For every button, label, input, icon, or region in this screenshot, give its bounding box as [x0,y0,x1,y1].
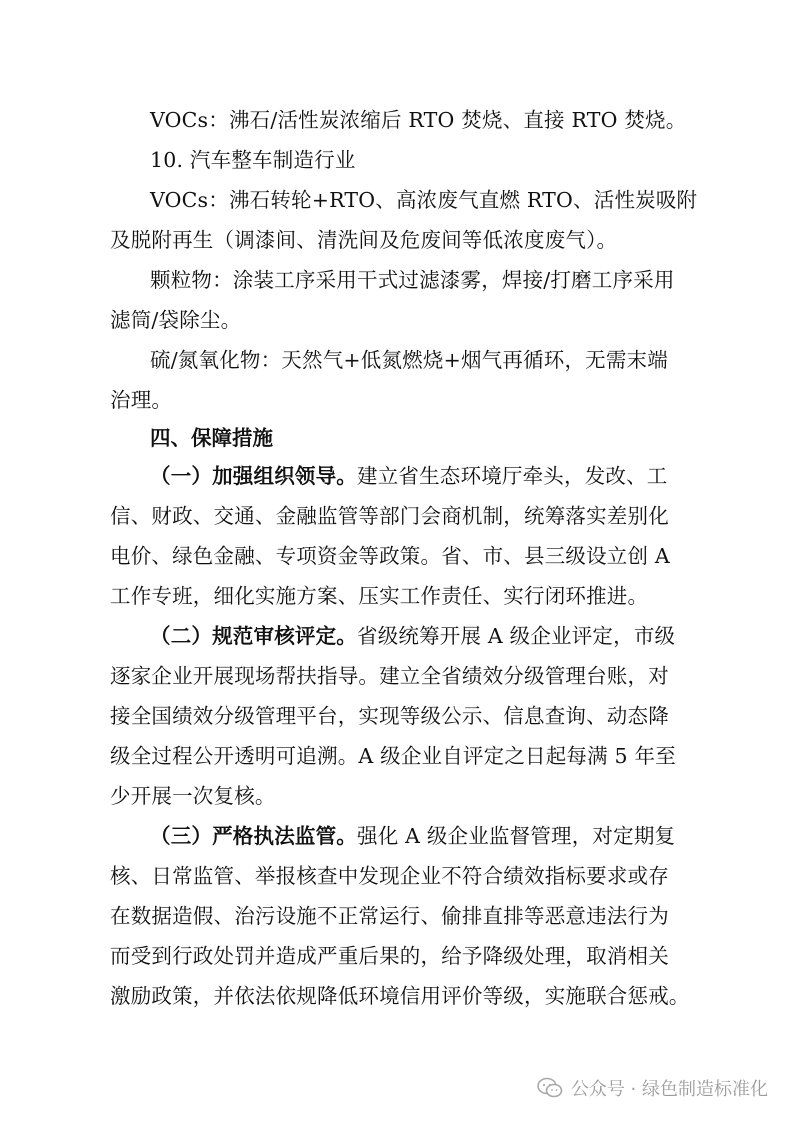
paragraph-1-line-4: 工作专班，细化实施方案、压实工作责任、实行闭环推进。 [110,584,649,608]
sulfur-nitrogen-line-cont: 治理。 [110,388,173,412]
particulate-line-cont: 滤筒/袋除尘。 [110,308,242,332]
paragraph-2-line-1 [150,622,690,650]
paragraph-1-line-1 [150,462,690,490]
paragraph-3-line-4: 而受到行政处罚并造成严重后果的，给予降级处理，取消相关 [110,944,669,968]
sulfur-nitrogen-line: 硫/氮氧化物：天然气+低氮燃烧+烟气再循环，无需末端 [150,348,668,372]
paragraph-2-line-2: 逐家企业开展现场帮扶指导。建立全省绩效分级管理台账，对 [110,664,669,688]
industry-heading-10: 10. 汽车整车制造行业 [150,148,356,172]
wechat-icon [537,1077,563,1099]
paragraph-3-line-3: 在数据造假、治污设施不正常运行、偷排直排等恶意违法行为 [110,904,669,928]
paragraph-3-text-a: 强化 A 级企业监督管理，对定期复 [357,824,676,848]
paragraph-3-line-5: 激励政策，并依法依规降低环境信用评价等级，实施联合惩戒。 [110,984,690,1008]
paragraph-1-heading: （一）加强组织领导。 [150,464,357,488]
paragraph-2-line-3: 接全国绩效分级管理平台，实现等级公示、信息查询、动态降 [110,704,669,728]
paragraph-3-heading: （三）严格执法监管。 [150,824,357,848]
watermark-text: 公众号 · 绿色制造标准化 [570,1079,768,1100]
paragraph-2-heading: （二）规范审核评定。 [150,624,357,648]
paragraph-1-text-a: 建立省生态环境厅牵头，发改、工 [357,464,668,488]
paragraph-3-line-1 [150,822,690,850]
vocs-line-1: VOCs：沸石/活性炭浓缩后 RTO 焚烧、直接 RTO 焚烧。 [150,108,687,132]
vocs-line-2: VOCs：沸石转轮+RTO、高浓废气直燃 RTO、活性炭吸附 [150,188,698,212]
section-title-safeguards: 四、保障措施 [150,426,273,450]
watermark [537,1075,768,1101]
paragraph-1-line-2: 信、财政、交通、金融监管等部门会商机制，统筹落实差别化 [110,504,669,528]
paragraph-3-line-2: 核、日常监管、举报核查中发现企业不符合绩效指标要求或存 [110,864,669,888]
particulate-line: 颗粒物：涂装工序采用干式过滤漆雾，焊接/打磨工序采用 [150,268,675,292]
vocs-line-2-cont: 及脱附再生（调漆间、清洗间及危废间等低浓度废气）。 [110,228,618,252]
paragraph-1-line-3: 电价、绿色金融、专项资金等政策。省、市、县三级设立创 A [110,544,670,568]
paragraph-2-line-4: 级全过程公开透明可追溯。A 级企业自评定之日起每满 5 年至 [110,744,676,768]
paragraph-2-line-5: 少开展一次复核。 [110,784,276,808]
paragraph-2-text-a: 省级统筹开展 A 级企业评定，市级 [357,624,676,648]
